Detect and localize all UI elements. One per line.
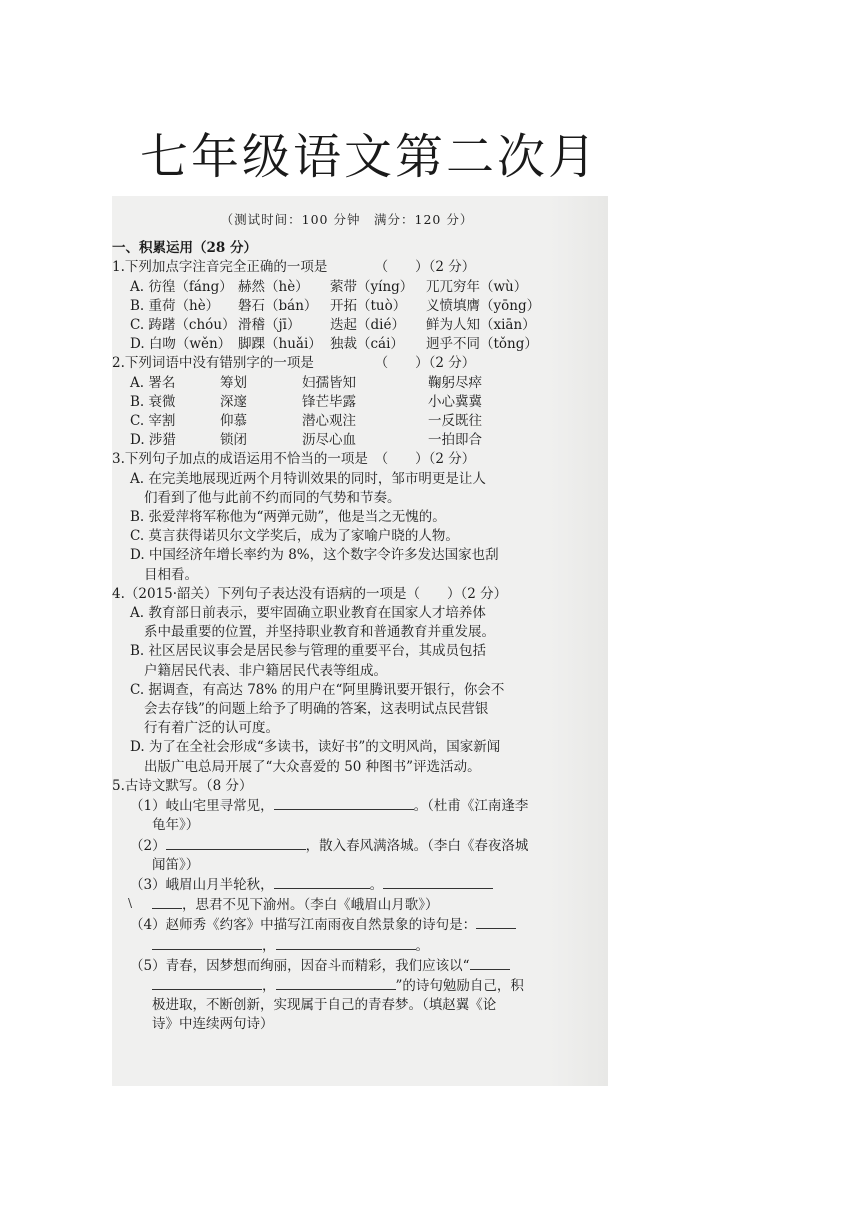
option-a	[112, 278, 582, 297]
answer-blank[interactable]	[383, 875, 493, 889]
option-term: C. 踌躇（chóu）	[130, 317, 236, 334]
poem-text: ，	[262, 937, 276, 954]
poem-text: 极进取，不断创新，实现属于自己的青春梦。（填赵翼《论	[152, 997, 497, 1014]
option-term: 脚踝（huǎi）	[238, 336, 322, 353]
poem-item-4	[112, 915, 582, 935]
poem-text: （5）青春，因梦想而绚丽，因奋斗而精彩，我们应该以“	[130, 957, 470, 974]
option-a-continued: 们看到了他与此前不约而同的气势和节奏。	[144, 489, 401, 506]
option-term: 一拍即合	[428, 432, 482, 449]
option-c-continued: 行有着广泛的认可度。	[144, 720, 279, 737]
poem-text: （4）赵师秀《约客》中描写江南雨夜自然景象的诗句是：	[130, 917, 477, 934]
option-term: 筹划	[220, 374, 247, 391]
option-d	[112, 431, 582, 450]
option-term: 锋芒毕露	[302, 393, 356, 410]
poem-item-2	[112, 836, 582, 856]
answer-blank[interactable]	[276, 936, 416, 950]
poem-text: （1）岐山宅里寻常见，	[130, 798, 274, 815]
question-4	[112, 585, 582, 777]
option-c	[112, 412, 582, 431]
option-term: 萦带（yíng）	[330, 278, 414, 295]
option-d: D. 为了在全社会形成“多读书，读好书”的文明风尚，国家新闻	[130, 739, 501, 756]
option-b	[112, 297, 582, 316]
option-term: 独裁（cái）	[330, 336, 404, 353]
option-b	[112, 393, 582, 412]
option-term: A. 署名	[130, 374, 176, 391]
option-term: 义愤填膺（yōng）	[426, 297, 541, 314]
option-term: 小心冀冀	[428, 393, 482, 410]
option-term: 磐石（bán）	[238, 297, 318, 314]
option-term: D. 涉猎	[130, 432, 176, 449]
option-term: 锁闭	[220, 432, 247, 449]
answer-blank[interactable]	[470, 956, 510, 970]
section-heading: 一、积累运用（28 分）	[112, 240, 257, 257]
poem-text: 诗》中连续两句诗）	[152, 1016, 274, 1033]
poem-item-5	[112, 956, 582, 976]
answer-blank[interactable]	[166, 836, 306, 850]
option-d: D. 中国经济年增长率约为 8%，这个数字令许多发达国家也刮	[130, 547, 499, 564]
answer-blank[interactable]	[152, 976, 262, 990]
answer-blank[interactable]	[276, 976, 396, 990]
option-term: 鞠躬尽瘁	[428, 374, 482, 391]
question-stem: 4.（2015·韶关）下列句子表达没有语病的一项是（ ）（2 分）	[112, 585, 508, 602]
question-stem: 2.下列词语中没有错别字的一项是 （ ）（2 分）	[112, 355, 476, 372]
poem-item-3	[112, 875, 582, 895]
poem-text: 。	[369, 876, 384, 893]
answer-blank[interactable]	[274, 796, 414, 810]
option-a: A. 在完美地展现近两个月特训效果的同时，邹市明更是让人	[130, 470, 486, 487]
option-term: 深邃	[220, 393, 247, 410]
option-c-continued: 会去存钱”的问题上给予了明确的答案，这表明试点民营银	[144, 701, 489, 718]
option-c	[112, 316, 582, 335]
question-1	[112, 258, 582, 354]
poem-text: ，散入春风满洛城。（李白《春夜洛城	[305, 837, 529, 854]
option-c: C. 据调查，有高达 78% 的用户在“阿里腾讯要开银行，你会不	[130, 681, 505, 698]
poem-text: （2）	[130, 837, 166, 854]
answer-blank[interactable]	[274, 875, 370, 889]
option-b: B. 张爱萍将军称他为“两弹元勋”，他是当之无愧的。	[130, 509, 446, 526]
option-term: D. 白吻（wěn）	[130, 336, 232, 353]
option-term: B. 衰微	[130, 393, 176, 410]
option-term: 沥尽心血	[302, 432, 356, 449]
option-c: C. 莫言获得诺贝尔文学奖后，成为了家喻户晓的人物。	[130, 528, 459, 545]
option-b-continued: 户籍居民代表、非户籍居民代表等组成。	[144, 662, 387, 679]
option-term: 潜心观注	[302, 413, 356, 430]
answer-blank[interactable]	[152, 895, 182, 909]
poem-source: 闻笛》）	[152, 856, 200, 873]
answer-blank[interactable]	[152, 936, 262, 950]
option-a	[112, 374, 582, 393]
poem-source: 龟年》）	[152, 817, 200, 834]
poem-text: ，思君不见下渝州。（李白《峨眉山月歌》）	[182, 897, 439, 914]
option-term: 开拓（tuò）	[330, 297, 407, 314]
option-term: C. 宰割	[130, 413, 176, 430]
stray-mark: \	[128, 896, 133, 910]
option-term: 一反既往	[428, 413, 482, 430]
answer-blank[interactable]	[476, 915, 516, 929]
question-3	[112, 450, 582, 584]
option-a: A. 教育部日前表示，要牢固确立职业教育在国家人才培养体	[130, 605, 486, 622]
page-title: 七年级语文第二次月	[140, 129, 600, 185]
option-term: B. 重荷（hè）	[130, 297, 220, 314]
test-info: （测试时间：100 分钟 满分：120 分）	[220, 212, 474, 227]
poem-text: 。（杜甫《江南逢李	[413, 798, 529, 815]
question-stem: 1.下列加点字注音完全正确的一项是 （ ）（2 分）	[112, 259, 476, 276]
poem-item-1	[112, 796, 582, 816]
option-term: 兀兀穷年（wù）	[426, 278, 528, 295]
option-term: 迭起（dié）	[330, 317, 405, 334]
option-term: 仰慕	[220, 413, 247, 430]
question-stem: 3.下列句子加点的成语运用不恰当的一项是 （ ）（2 分）	[112, 451, 476, 468]
exam-content	[112, 206, 582, 1035]
option-term: 迥乎不同（tǒng）	[426, 336, 538, 353]
option-a-continued: 系中最重要的位置，并坚持职业教育和普通教育并重发展。	[144, 624, 495, 641]
option-d	[112, 335, 582, 354]
option-b: B. 社区居民议事会是居民参与管理的重要平台，其成员包括	[130, 643, 487, 660]
poem-item-3-continued	[112, 895, 582, 915]
poem-text: （3）峨眉山月半轮秋，	[130, 876, 274, 893]
question-2	[112, 354, 582, 450]
poem-item-5-continued	[112, 976, 582, 996]
option-d-continued: 目相看。	[144, 566, 198, 583]
option-term: A. 彷徨（fáng）	[130, 278, 233, 295]
poem-text: 。	[415, 937, 429, 954]
option-term: 鲜为人知（xiān）	[426, 317, 536, 334]
poem-text: ”的诗句勉励自己，积	[395, 977, 524, 994]
question-5	[112, 777, 582, 1035]
option-d-continued: 出版广电总局开展了“大众喜爱的 50 种图书”评选活动。	[144, 758, 481, 775]
poem-item-4-continued	[112, 936, 582, 956]
poem-text: ，	[262, 977, 276, 994]
option-term: 妇孺皆知	[302, 374, 356, 391]
option-term: 赫然（hè）	[238, 278, 309, 295]
question-stem: 5.古诗文默写。（8 分）	[112, 777, 253, 794]
option-term: 滑稽（jī）	[238, 317, 301, 334]
